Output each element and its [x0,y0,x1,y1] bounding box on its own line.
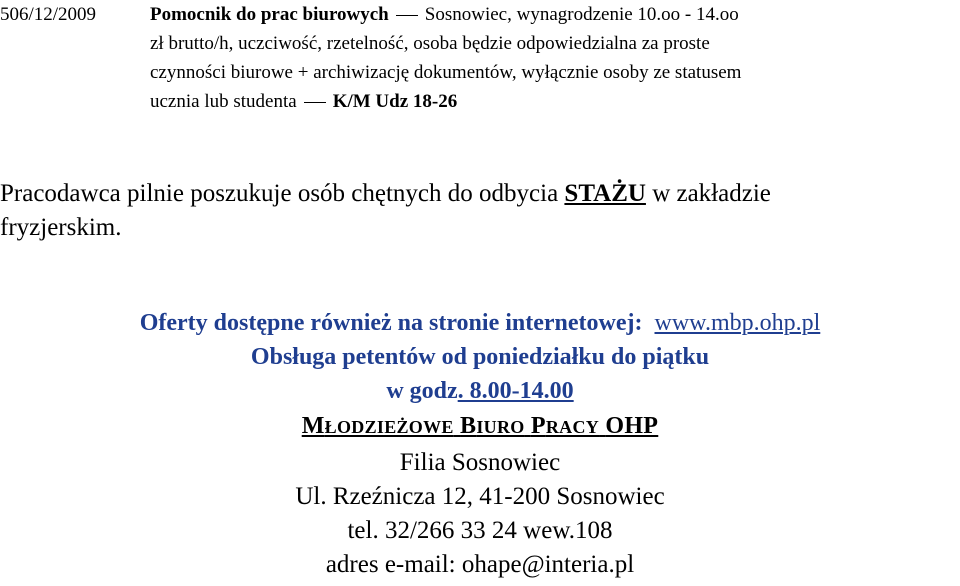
offer-number: 506/12/2009 [0,4,97,25]
phone: tel. 32/266 33 24 wew.108 [347,517,613,544]
agency-word-p: RACY [545,417,600,437]
hours-prefix: w godz [386,378,458,404]
address: Ul. Rzeźnicza 12, 41-200 Sosnowiec [295,483,665,510]
agency-initial-p: P [530,413,546,439]
offer-requirements-line [150,87,457,116]
service-days: Obsługa petentów od poniedziałku do piątku [250,344,710,370]
offer-status-text: ucznia lub studenta [150,91,297,112]
dash-divider [304,102,326,103]
email: adres e-mail: ohape@interia.pl [325,551,635,578]
agency-word-m: ŁODZIEŻOWE [324,417,454,437]
offer-description-line: zł brutto/h, uczciwość, rzetelność, osoba będzie odpowiedzialna za proste [150,33,710,54]
offer-title: Pomocnik do prac biurowych [150,4,389,25]
offers-online-line [0,310,960,337]
agency-name [0,413,960,440]
internship-line-2: fryzjerskim. [0,214,122,241]
agency-abbrev: OHP [605,413,659,439]
offer-title-line [150,0,739,29]
agency-initial-m: M [301,413,325,439]
service-hours [0,378,960,405]
internship-keyword: STAŻU [564,180,646,207]
hours-value: . 8.00-14.00 [457,378,574,404]
website-link[interactable]: www.mbp.ohp.pl [654,310,821,336]
dash-divider [396,15,418,16]
offer-code: K/M Udz 18-26 [332,91,458,112]
agency-initial-b: B [460,413,477,439]
branch-name: Filia Sosnowiec [399,449,561,476]
offers-online-text: Oferty dostępne również na stronie internetowej: [139,310,643,336]
internship-text-after: w zakładzie [652,180,771,207]
internship-line [0,180,771,208]
internship-text: Pracodawca pilnie poszukuje osób chętnych do odbycia [0,180,559,207]
offer-location-salary: Sosnowiec, wynagrodzenie 10.oo - 14.oo [424,4,739,25]
offer-description-line: czynności biurowe + archiwizację dokumentów, wyłącznie osoby ze statusem [150,62,742,83]
agency-word-b: IURO [476,417,525,437]
